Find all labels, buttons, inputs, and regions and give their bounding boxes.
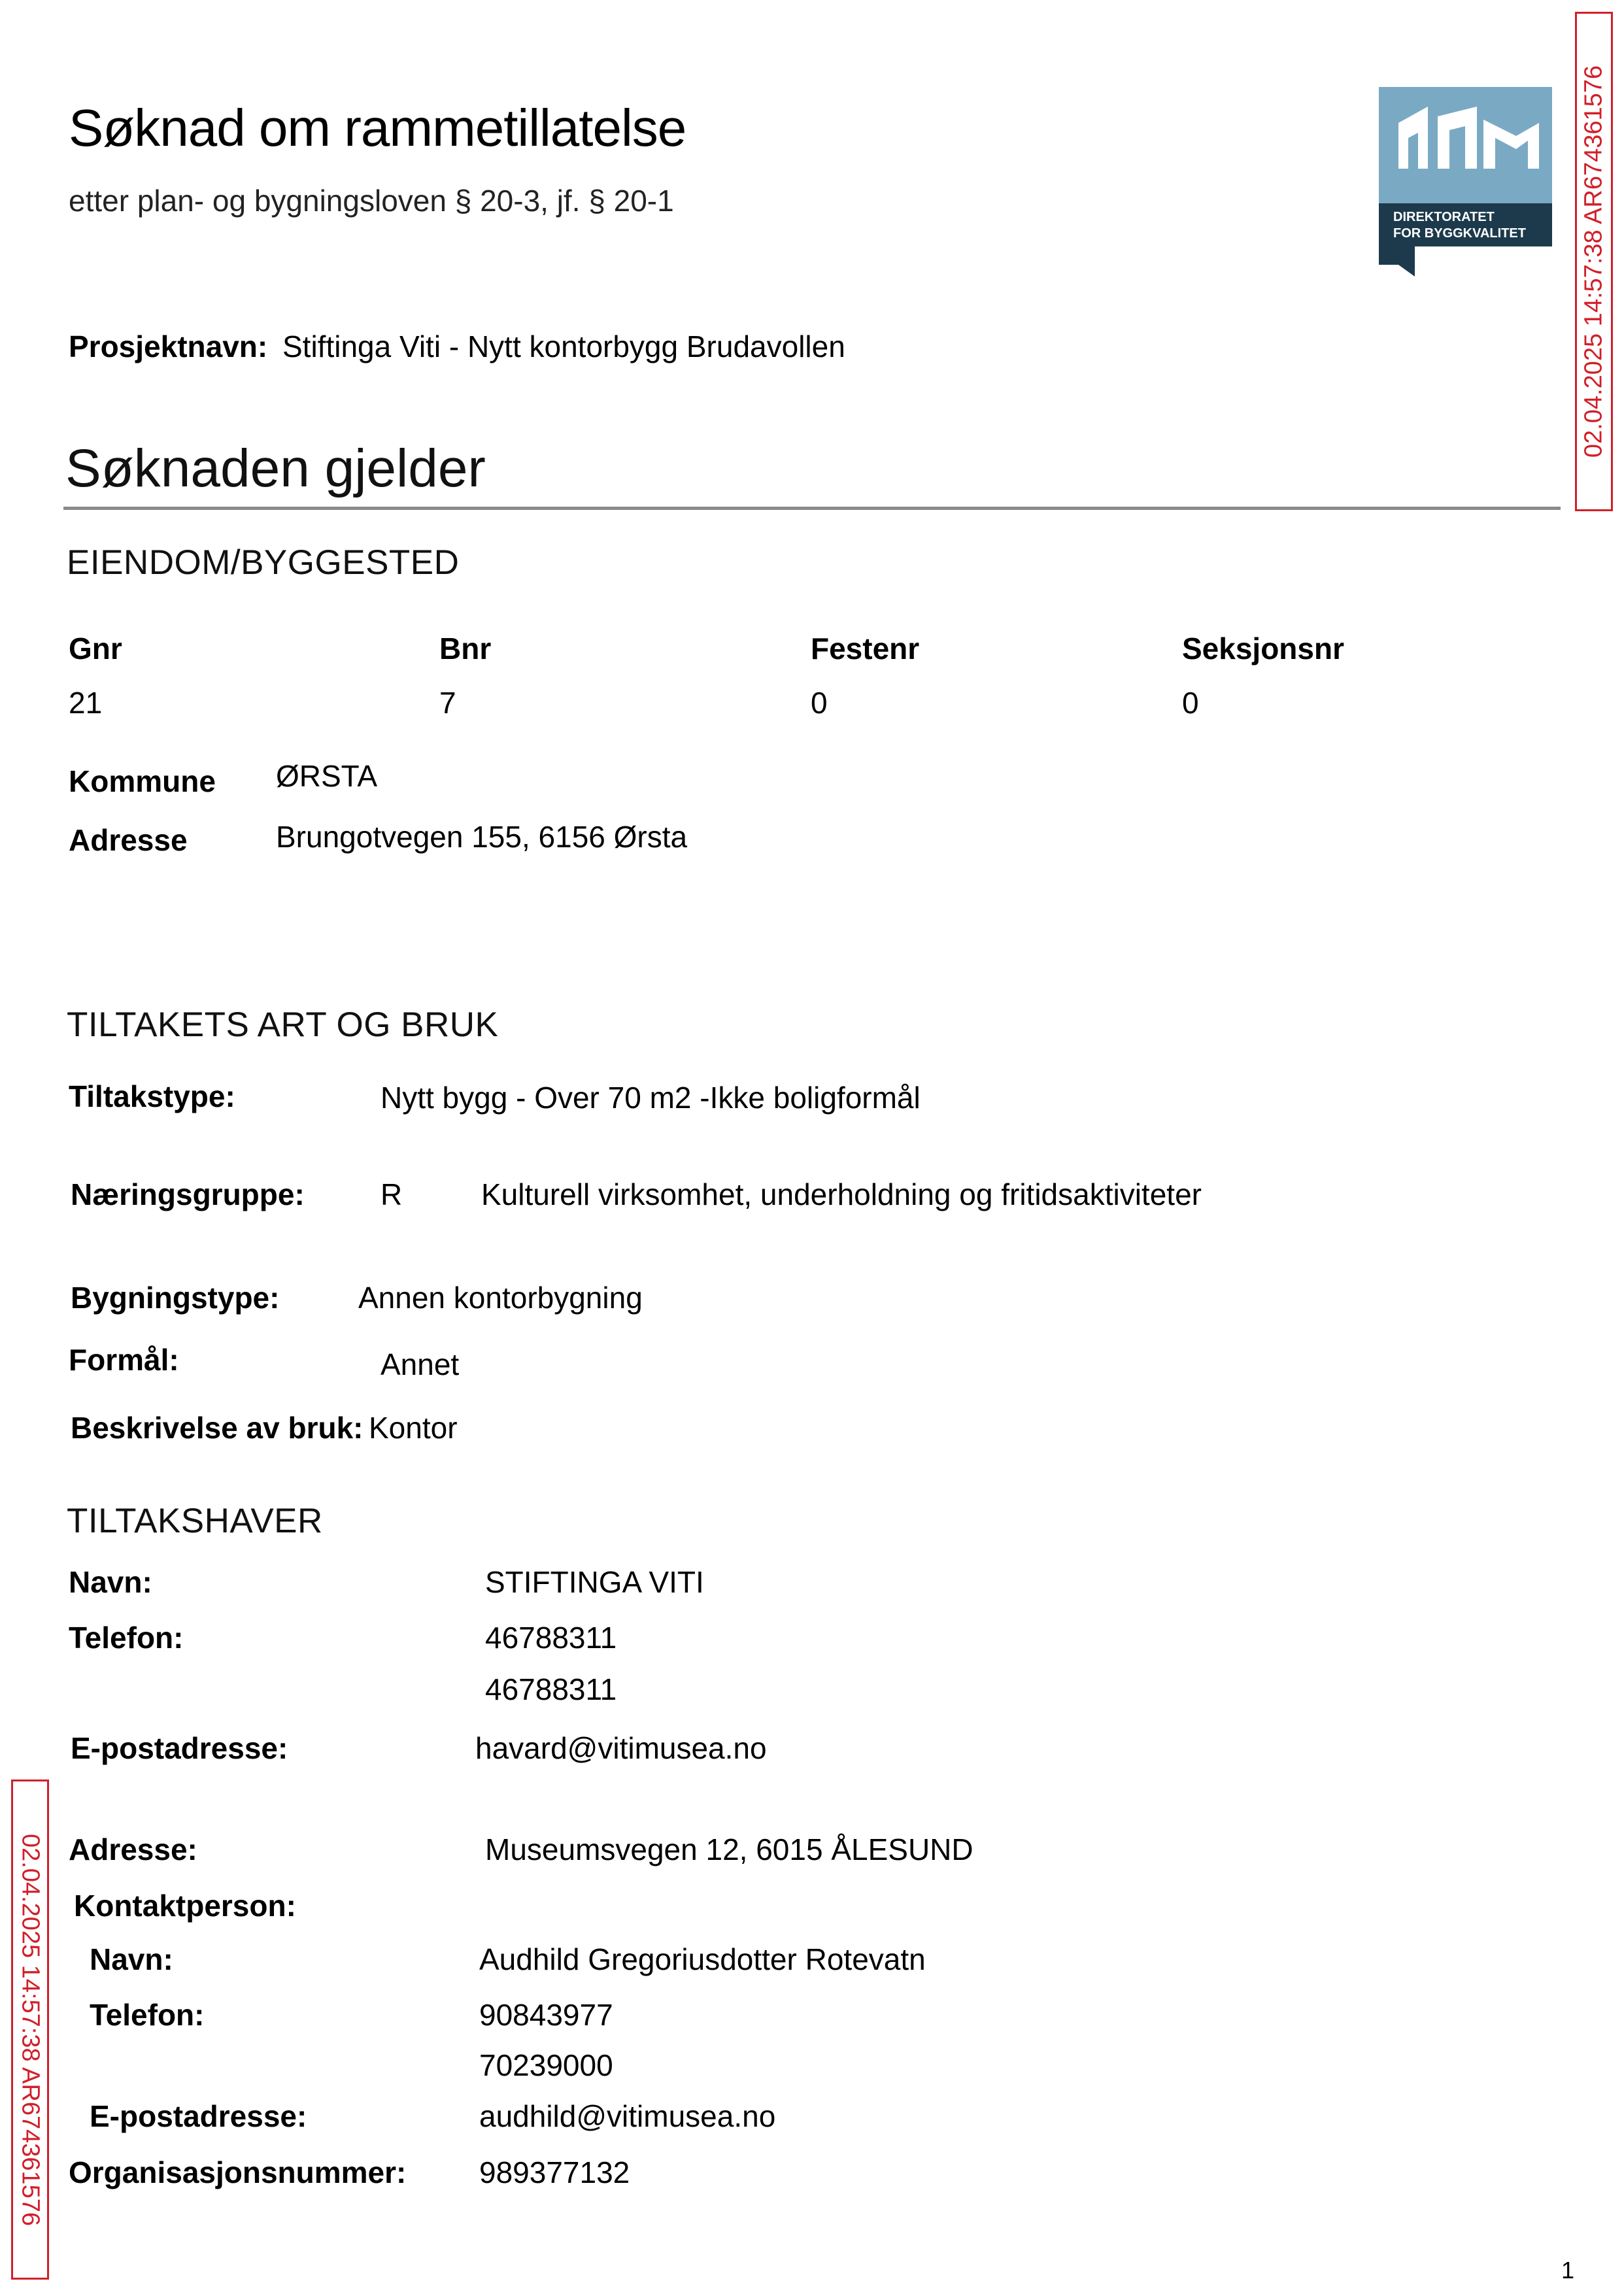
kontakt-epost-value: audhild@vitimusea.no [479,2099,776,2133]
project-value: Stiftinga Viti - Nytt kontorbygg Brudavollen [282,329,845,363]
dibk-logo [1379,87,1552,277]
main-heading: Søknaden gjelder [65,439,486,498]
tiltakstype-label: Tiltakstype: [69,1079,235,1113]
kommune-value: ØRSTA [276,759,378,793]
section-heading-tiltakshaver: TILTAKSHAVER [67,1502,323,1540]
heading-divider [63,507,1561,510]
kontakt-telefon-label: Telefon: [90,1998,205,2032]
kontaktperson-label: Kontaktperson: [74,1889,296,1923]
telefon-value-2: 46788311 [485,1672,617,1706]
column-header-seksjonsnr: Seksjonsnr [1182,632,1344,666]
column-header-festenr: Festenr [811,632,920,666]
kontakt-telefon-value-2: 70239000 [479,2048,613,2082]
logo-text-line1: DIREKTORATET [1393,210,1495,224]
orgnr-value: 989377132 [479,2155,630,2189]
formal-label: Formål: [69,1343,179,1377]
navn-label: Navn: [69,1565,152,1599]
navn-value: STIFTINGA VITI [485,1565,704,1599]
value-seksjonsnr: 0 [1182,686,1199,720]
kontakt-telefon-value-1: 90843977 [479,1998,613,2032]
beskrivelse-label: Beskrivelse av bruk: [71,1411,364,1445]
formal-value: Annet [381,1347,460,1381]
naeringsgruppe-code: R [381,1177,403,1211]
timestamp-stamp-top [1575,12,1613,511]
telefon-value-1: 46788311 [485,1621,617,1655]
value-bnr: 7 [439,686,456,720]
kontakt-navn-value: Audhild Gregoriusdotter Rotevatn [479,1942,926,1976]
timestamp-stamp-bottom [11,1780,49,2280]
document-subtitle: etter plan- og bygningsloven § 20-3, jf. § 20-1 [69,184,674,218]
tiltakshaver-adresse-label: Adresse: [69,1832,197,1866]
value-festenr: 0 [811,686,828,720]
adresse-value: Brungotvegen 155, 6156 Ørsta [276,820,688,854]
value-gnr: 21 [69,686,103,720]
column-header-gnr: Gnr [69,632,122,666]
telefon-label: Telefon: [69,1621,184,1655]
document-title: Søknad om rammetillatelse [69,99,686,157]
logo-text-line2: FOR BYGGKVALITET [1393,226,1526,241]
tiltakstype-value: Nytt bygg - Over 70 m2 -Ikke boligformål [381,1081,921,1115]
bygningstype-value: Annen kontorbygning [358,1281,643,1315]
naeringsgruppe-label: Næringsgruppe: [71,1177,305,1211]
epost-label: E-postadresse: [71,1731,288,1765]
kommune-label: Kommune [69,764,216,798]
stamp-text: 02.04.2025 14:57:38 AR674361576 [1580,65,1608,458]
section-heading-tiltak: TILTAKETS ART OG BRUK [67,1005,499,1044]
bygningstype-label: Bygningstype: [71,1281,280,1315]
adresse-label: Adresse [69,823,188,857]
stamp-text: 02.04.2025 14:57:38 AR674361576 [16,1833,44,2226]
naeringsgruppe-value: Kulturell virksomhet, underholdning og fritidsaktiviteter [481,1177,1202,1211]
kontakt-epost-label: E-postadresse: [90,2099,307,2133]
column-header-bnr: Bnr [439,632,492,666]
orgnr-label: Organisasjonsnummer: [69,2155,407,2189]
tiltakshaver-adresse-value: Museumsvegen 12, 6015 ÅLESUND [485,1832,973,1866]
beskrivelse-value: Kontor [369,1411,458,1445]
project-label: Prosjektnavn: [69,329,268,363]
kontakt-navn-label: Navn: [90,1942,173,1976]
page-number: 1 [1561,2257,1575,2284]
epost-value: havard@vitimusea.no [475,1731,767,1765]
section-heading-eiendom: EIENDOM/BYGGESTED [67,543,460,582]
